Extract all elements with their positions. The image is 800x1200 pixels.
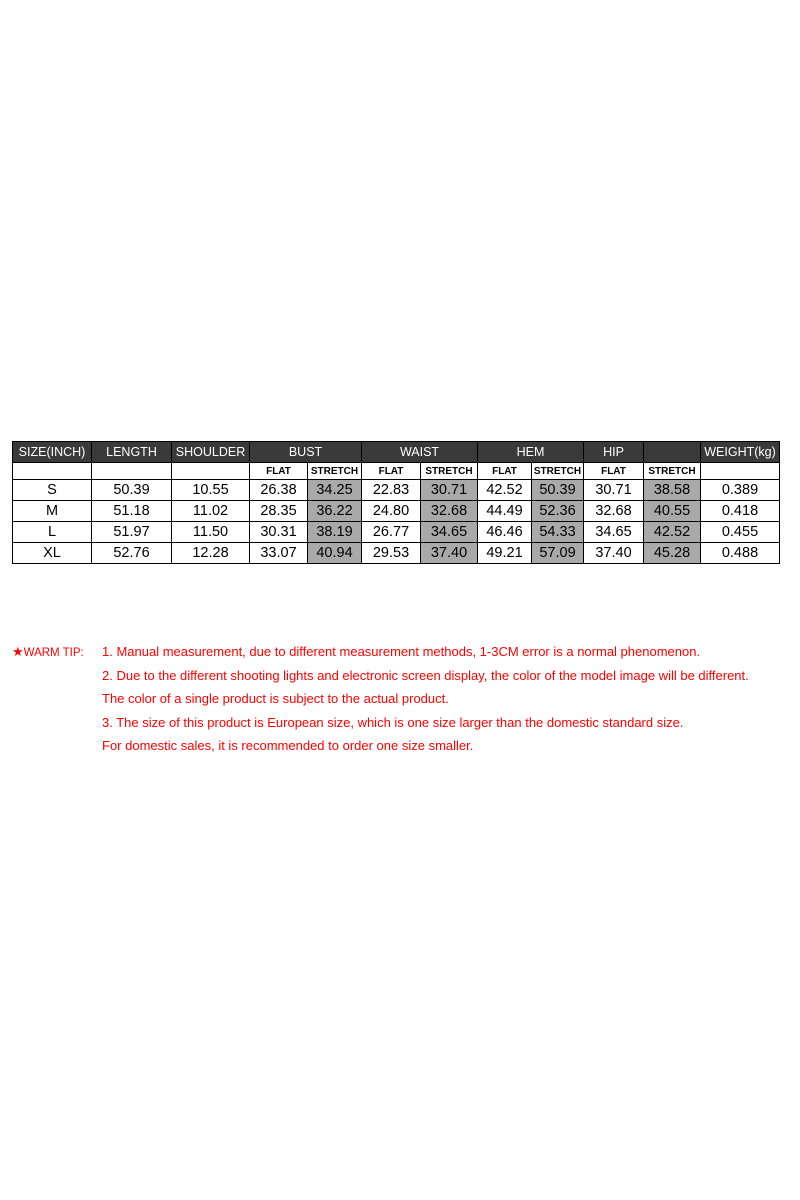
cell-shoulder: 11.02	[172, 501, 250, 522]
cell-length: 51.18	[92, 501, 172, 522]
cell-hem-flat: 46.46	[478, 522, 532, 543]
cell-weight: 0.455	[701, 522, 780, 543]
cell-size: S	[13, 480, 92, 501]
cell-hem-flat: 42.52	[478, 480, 532, 501]
cell-hip-stretch: 38.58	[644, 480, 701, 501]
cell-waist-flat: 26.77	[362, 522, 421, 543]
subheader-empty	[92, 463, 172, 480]
cell-hem-stretch: 54.33	[532, 522, 584, 543]
warm-tip-label	[12, 640, 84, 666]
table-header-row	[13, 442, 780, 463]
cell-bust-stretch: 40.94	[308, 543, 362, 564]
table-row	[13, 543, 780, 564]
subheader-waist-stretch: STRETCH	[421, 463, 478, 480]
warm-tip-text: 2. Due to the different shooting lights and electronic screen display, the color of the model image will be different.	[102, 667, 749, 683]
cell-weight: 0.488	[701, 543, 780, 564]
subheader-waist-flat: FLAT	[362, 463, 421, 480]
cell-waist-flat: 24.80	[362, 501, 421, 522]
warm-tip-line	[12, 687, 798, 711]
warm-tip-line	[12, 734, 798, 758]
cell-bust-stretch: 34.25	[308, 480, 362, 501]
cell-shoulder: 10.55	[172, 480, 250, 501]
cell-length: 51.97	[92, 522, 172, 543]
cell-hem-stretch: 50.39	[532, 480, 584, 501]
cell-hip-flat: 30.71	[584, 480, 644, 501]
cell-size: L	[13, 522, 92, 543]
cell-waist-flat: 22.83	[362, 480, 421, 501]
cell-bust-flat: 30.31	[250, 522, 308, 543]
cell-hip-flat: 32.68	[584, 501, 644, 522]
cell-hip-stretch: 45.28	[644, 543, 701, 564]
cell-length: 52.76	[92, 543, 172, 564]
header-hip: HIP	[584, 442, 644, 463]
table-row	[13, 501, 780, 522]
cell-length: 50.39	[92, 480, 172, 501]
cell-hip-flat: 34.65	[584, 522, 644, 543]
cell-weight: 0.418	[701, 501, 780, 522]
table-subheader-row	[13, 463, 780, 480]
cell-bust-stretch: 36.22	[308, 501, 362, 522]
cell-waist-stretch: 37.40	[421, 543, 478, 564]
cell-waist-stretch: 34.65	[421, 522, 478, 543]
cell-hem-flat: 44.49	[478, 501, 532, 522]
warm-tip-text: For domestic sales, it is recommended to order one size smaller.	[102, 738, 474, 753]
cell-hip-stretch: 42.52	[644, 522, 701, 543]
warm-tip-line	[12, 640, 798, 664]
cell-size: XL	[13, 543, 92, 564]
cell-hem-flat: 49.21	[478, 543, 532, 564]
warm-tip-label-text: WARM TIP:	[23, 647, 84, 659]
star-icon: ★	[12, 644, 24, 659]
subheader-hip-flat: FLAT	[584, 463, 644, 480]
cell-shoulder: 12.28	[172, 543, 250, 564]
cell-weight: 0.389	[701, 480, 780, 501]
subheader-bust-stretch: STRETCH	[308, 463, 362, 480]
cell-bust-flat: 26.38	[250, 480, 308, 501]
subheader-empty	[172, 463, 250, 480]
size-chart-table	[12, 441, 780, 564]
header-blank	[644, 442, 701, 463]
subheader-empty	[13, 463, 92, 480]
warm-tip-section	[12, 640, 798, 758]
header-size: SIZE(INCH)	[13, 442, 92, 463]
cell-size: M	[13, 501, 92, 522]
header-bust: BUST	[250, 442, 362, 463]
cell-waist-stretch: 30.71	[421, 480, 478, 501]
cell-bust-stretch: 38.19	[308, 522, 362, 543]
subheader-bust-flat: FLAT	[250, 463, 308, 480]
cell-shoulder: 11.50	[172, 522, 250, 543]
warm-tip-line	[12, 711, 798, 735]
header-length: LENGTH	[92, 442, 172, 463]
header-weight: WEIGHT(kg)	[701, 442, 780, 463]
cell-hem-stretch: 52.36	[532, 501, 584, 522]
subheader-empty	[701, 463, 780, 480]
cell-hip-flat: 37.40	[584, 543, 644, 564]
header-shoulder: SHOULDER	[172, 442, 250, 463]
warm-tip-text: The color of a single product is subject to the actual product.	[102, 691, 449, 706]
table-row	[13, 480, 780, 501]
table-row	[13, 522, 780, 543]
cell-bust-flat: 33.07	[250, 543, 308, 564]
warm-tip-text: 1. Manual measurement, due to different measurement methods, 1-3CM error is a normal phenomenon.	[102, 644, 701, 659]
warm-tip-line	[12, 664, 798, 688]
subheader-hip-stretch: STRETCH	[644, 463, 701, 480]
cell-waist-stretch: 32.68	[421, 501, 478, 522]
subheader-hem-stretch: STRETCH	[532, 463, 584, 480]
header-hem: HEM	[478, 442, 584, 463]
cell-hip-stretch: 40.55	[644, 501, 701, 522]
header-waist: WAIST	[362, 442, 478, 463]
warm-tip-text: 3. The size of this product is European size, which is one size larger than the domestic standard size.	[102, 714, 684, 730]
subheader-hem-flat: FLAT	[478, 463, 532, 480]
cell-hem-stretch: 57.09	[532, 543, 584, 564]
cell-waist-flat: 29.53	[362, 543, 421, 564]
cell-bust-flat: 28.35	[250, 501, 308, 522]
